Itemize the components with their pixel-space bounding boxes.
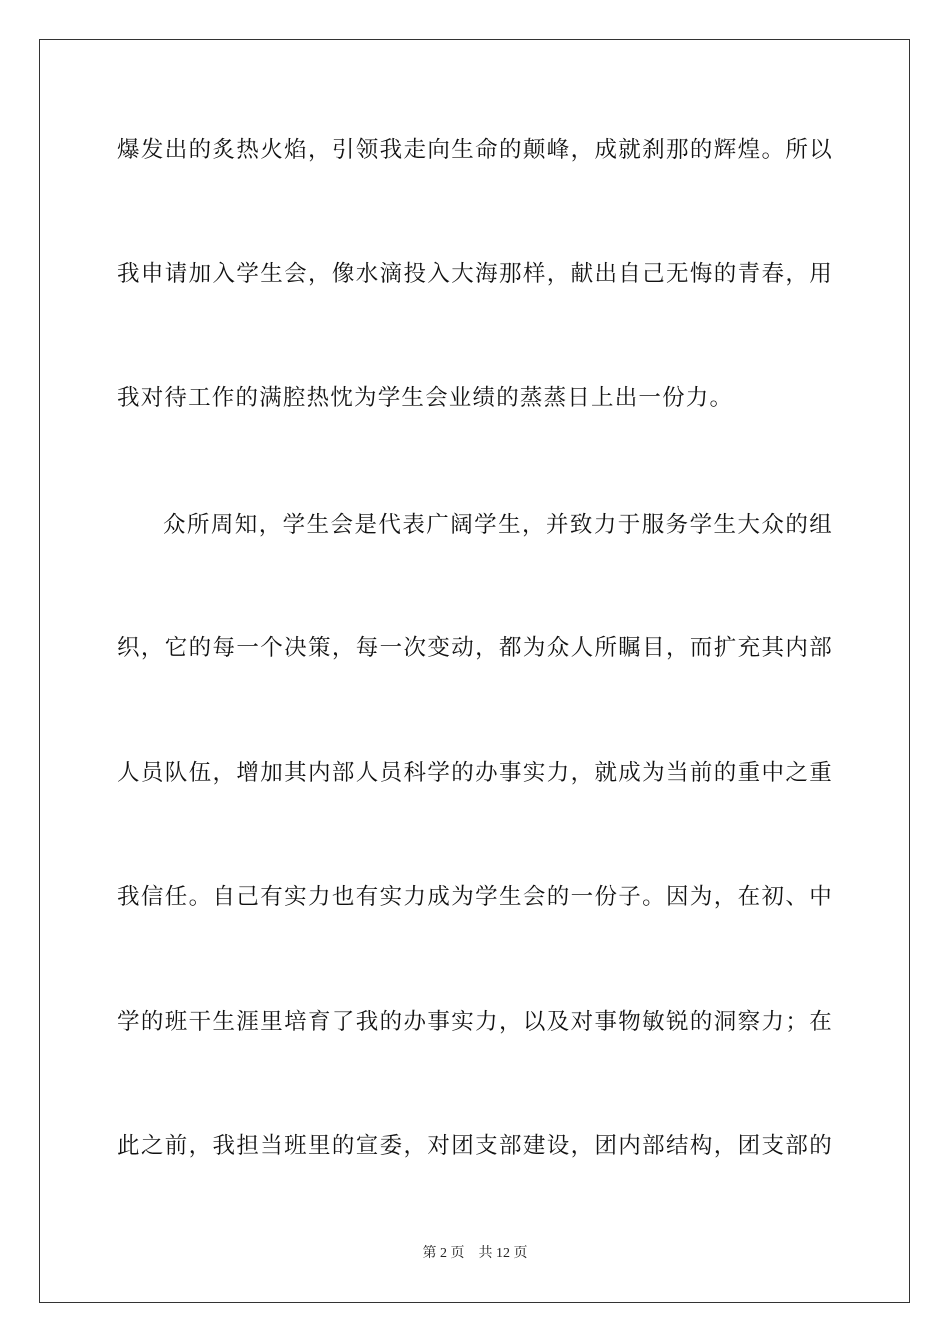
body-line-4: 众所周知，学生会是代表广阔学生，并致力于服务学生大众的组 [163,512,833,538]
body-line-8: 学的班干生涯里培育了我的办事实力，以及对事物敏锐的洞察力；在 [117,1009,833,1035]
body-line-3: 我对待工作的满腔热忱为学生会业绩的蒸蒸日上出一份力。 [117,385,734,411]
page-number-footer: 第 2 页 共 12 页 [422,1246,528,1261]
body-line-9: 此之前，我担当班里的宣委，对团支部建设，团内部结构，团支部的 [117,1133,833,1159]
body-line-6: 人员队伍，增加其内部人员科学的办事实力，就成为当前的重中之重 [117,760,833,786]
body-line-2: 我申请加入学生会，像水滴投入大海那样，献出自己无悔的青春，用 [117,261,833,287]
page-border [39,39,910,1303]
body-line-1: 爆发出的炙热火焰，引领我走向生命的颠峰，成就刹那的辉煌。所以 [117,137,833,163]
body-line-5: 织，它的每一个决策，每一次变动，都为众人所瞩目，而扩充其内部 [117,635,833,661]
body-line-7: 我信任。自己有实力也有实力成为学生会的一份子。因为，在初、中 [117,884,833,910]
